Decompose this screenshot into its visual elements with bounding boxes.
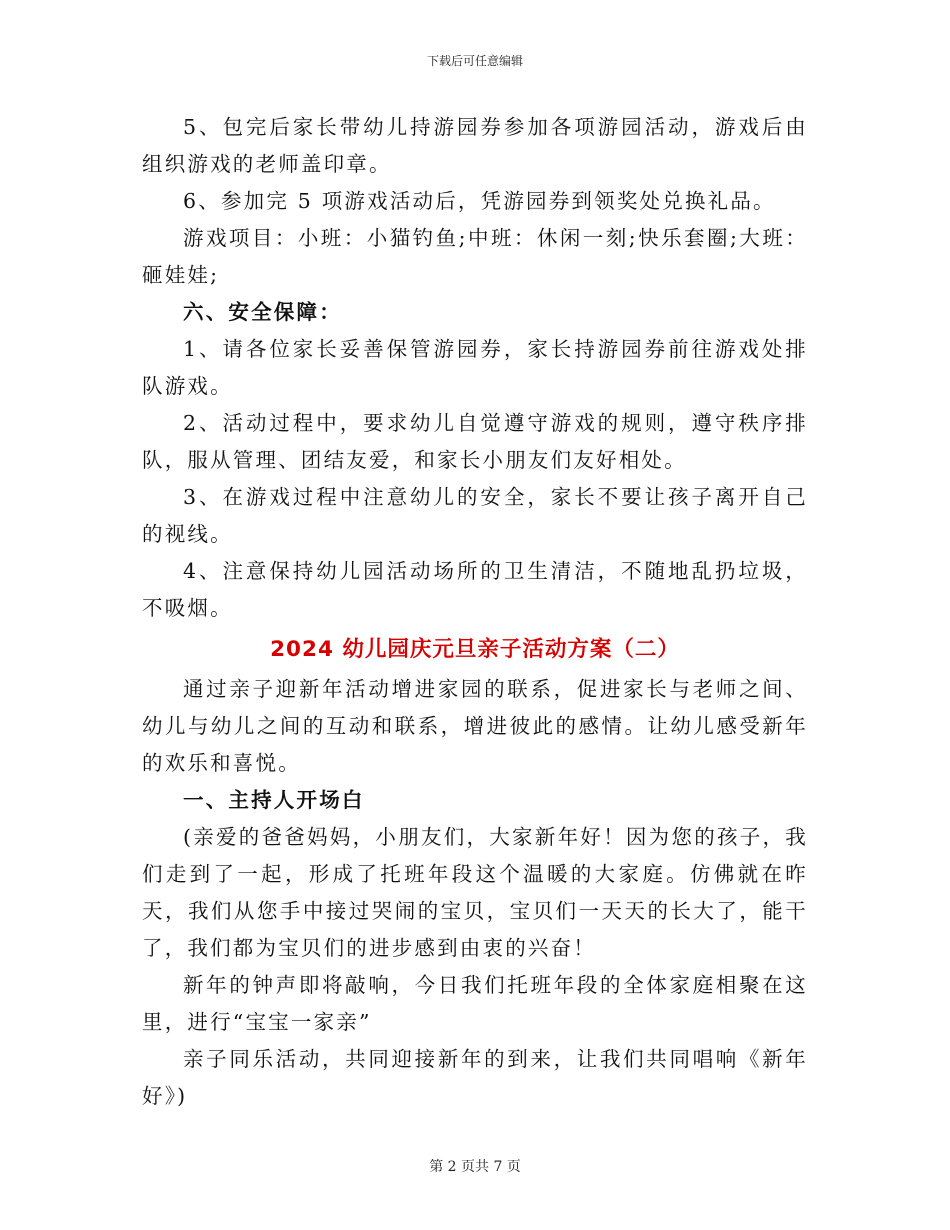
family-activity-paragraph: 亲子同乐活动，共同迎接新年的到来，让我们共同唱响《新年好》) xyxy=(142,1047,808,1108)
safety-heading: 六、安全保障： xyxy=(183,300,342,324)
safety-item-2: 2、活动过程中，要求幼儿自觉遵守游戏的规则，遵守秩序排队，服从管理、团结友爱，和家长小朋友们友好相处。 xyxy=(142,411,808,472)
new-year-bell-paragraph: 新年的钟声即将敲响，今日我们托班年段的全体家庭相聚在这里，进行“宝宝一家亲” xyxy=(142,973,808,1034)
page-header-note: 下载后可任意编辑 xyxy=(426,54,523,68)
plan-2-title: 2024 幼儿园庆元旦亲子活动方案（二） xyxy=(270,637,680,662)
page-number-footer: 第 2 页共 7 页 xyxy=(429,1159,521,1175)
safety-item-3: 3、在游戏过程中注意幼儿的安全，家长不要让孩子离开自己的视线。 xyxy=(142,485,808,546)
safety-item-4: 4、注意保持幼儿园活动场所的卫生清洁，不随地乱扔垃圾，不吸烟。 xyxy=(142,559,808,620)
game-list-paragraph: 游戏项目：小班：小猫钓鱼;中班：休闲一刻;快乐套圈;大班：砸娃娃; xyxy=(142,226,808,287)
host-opening-paragraph: (亲爱的爸爸妈妈，小朋友们，大家新年好！因为您的孩子，我们走到了一起，形成了托班年段这个温暖的大家庭。仿佛就在昨天，我们从您手中接过哭闹的宝贝，宝贝们一天天的长大了，能干了，我们都为宝贝们的进步感到由衷的兴奋！ xyxy=(142,825,808,960)
item-6-paragraph: 6、参加完 5 项游戏活动后，凭游园券到领奖处兑换礼品。 xyxy=(183,189,776,213)
host-opening-heading: 一、主持人开场白 xyxy=(183,788,365,812)
document-body xyxy=(142,109,808,1115)
safety-item-1: 1、请各位家长妥善保管游园券，家长持游园券前往游戏处排队游戏。 xyxy=(142,337,808,398)
item-5-paragraph: 5、包完后家长带幼儿持游园券参加各项游园活动，游戏后由组织游戏的老师盖印章。 xyxy=(142,115,808,176)
plan-2-intro: 通过亲子迎新年活动增进家园的联系，促进家长与老师之间、幼儿与幼儿之间的互动和联系，增进彼此的感情。让幼儿感受新年的欢乐和喜悦。 xyxy=(142,677,808,775)
